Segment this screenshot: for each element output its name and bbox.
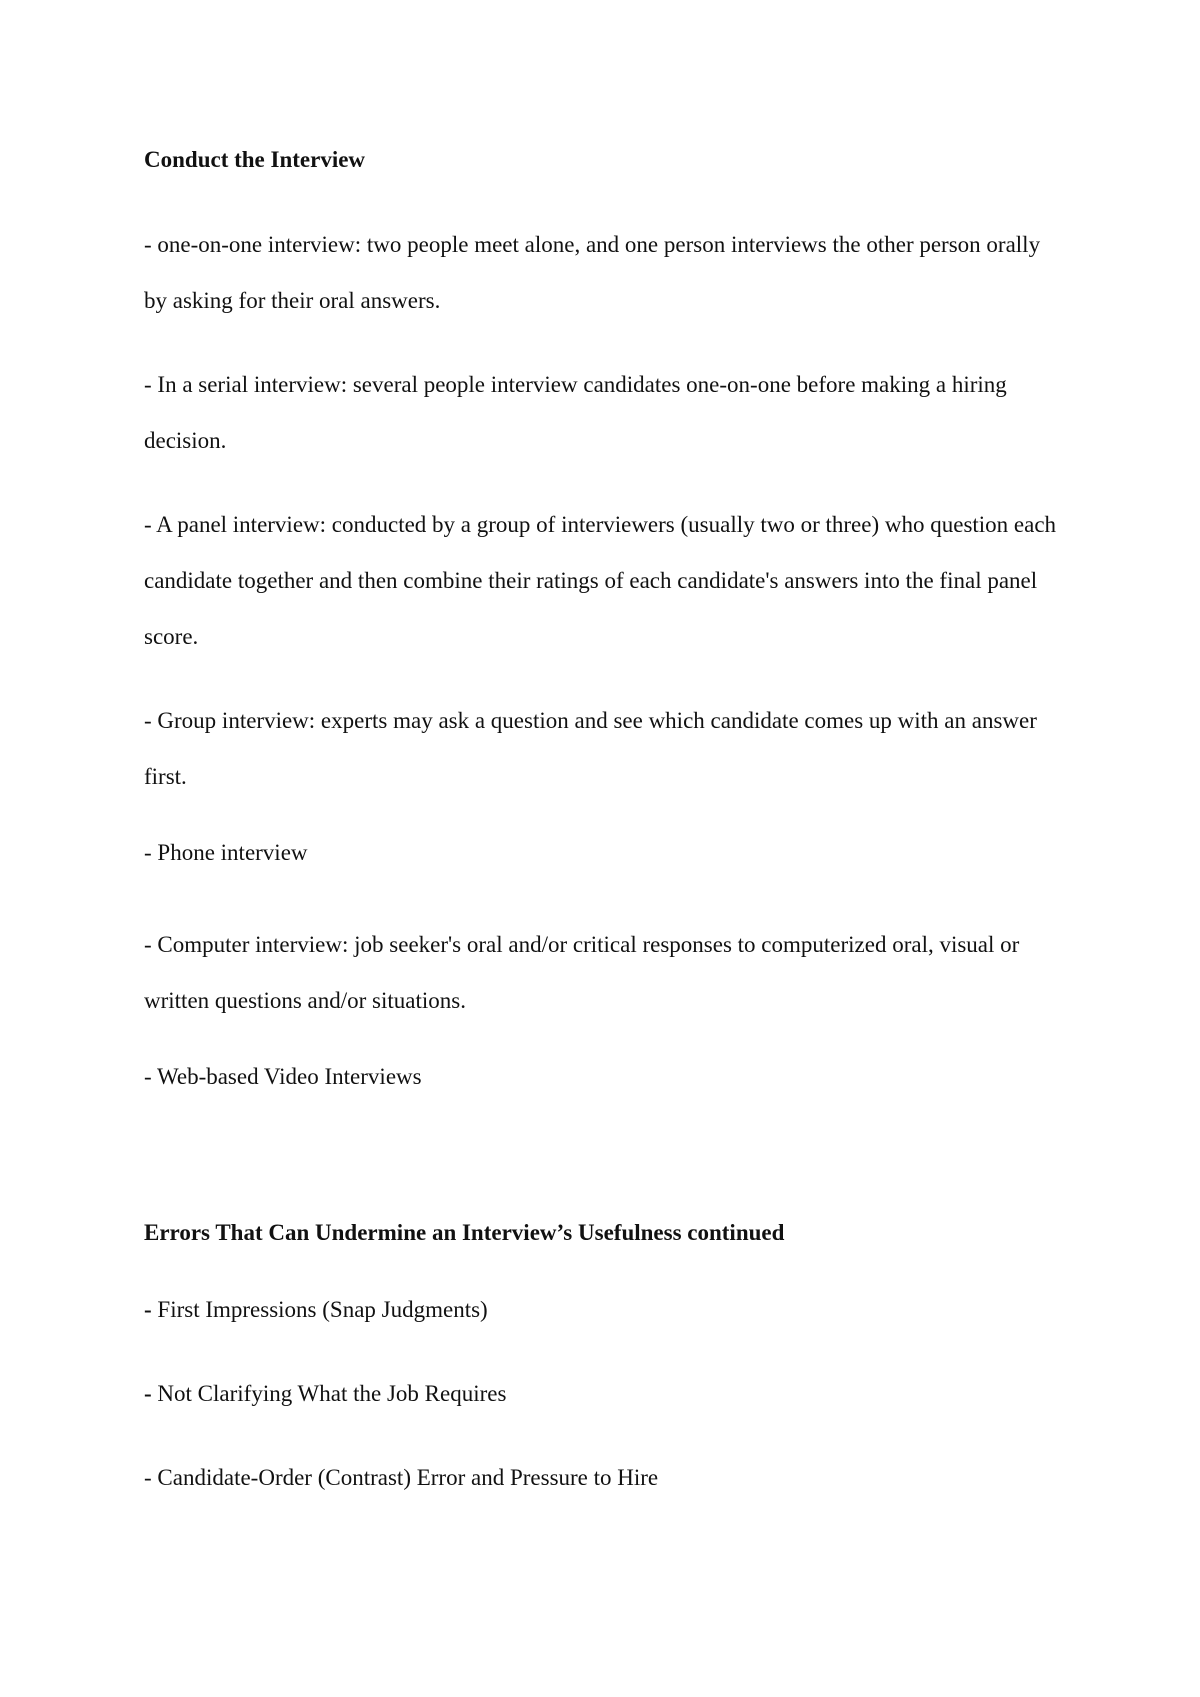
list-item-first-impressions (144, 1290, 1064, 1330)
paragraph-computer-interview: - Computer interview: job seeker's oral and/or critical responses to computerized oral, visual or written questions and/or situations. (144, 932, 1020, 1013)
paragraph-one-on-one-interview: - one-on-one interview: two people meet alone, and one person interviews the other person orally by asking for their oral answers. (144, 232, 1041, 313)
section-heading-interview-errors: Errors That Can Undermine an Interview’s Usefulness continued (144, 1220, 785, 1245)
list-item-text: First Impressions (Snap Judgments) (151, 1297, 488, 1322)
paragraph-panel-interview: - A panel interview: conducted by a group of interviewers (usually two or three) who question each candidate together and then combine their ratings of each candidate's answers into the final panel score. (144, 512, 1057, 649)
paragraph-serial-interview: - In a serial interview: several people interview candidates one-on-one before making a hiring decision. (144, 372, 1007, 453)
paragraph-web-video-interviews: - Web-based Video Interviews (144, 1064, 422, 1089)
bullet-dash: - (144, 1465, 152, 1490)
section-heading-conduct-interview: Conduct the Interview (144, 147, 366, 172)
bullet-dash: - (144, 1381, 152, 1406)
paragraph-phone-interview: - Phone interview (144, 840, 308, 865)
paragraph-group-interview: - Group interview: experts may ask a question and see which candidate comes up with an answer first. (144, 708, 1037, 789)
list-item-job-requirements (144, 1374, 1064, 1414)
list-item-text: Candidate-Order (Contrast) Error and Pressure to Hire (151, 1465, 659, 1490)
list-item-candidate-order-error (144, 1458, 1064, 1498)
list-item-text: Not Clarifying What the Job Requires (151, 1381, 507, 1406)
page-content (144, 140, 1064, 1542)
bullet-dash: - (144, 1297, 152, 1322)
